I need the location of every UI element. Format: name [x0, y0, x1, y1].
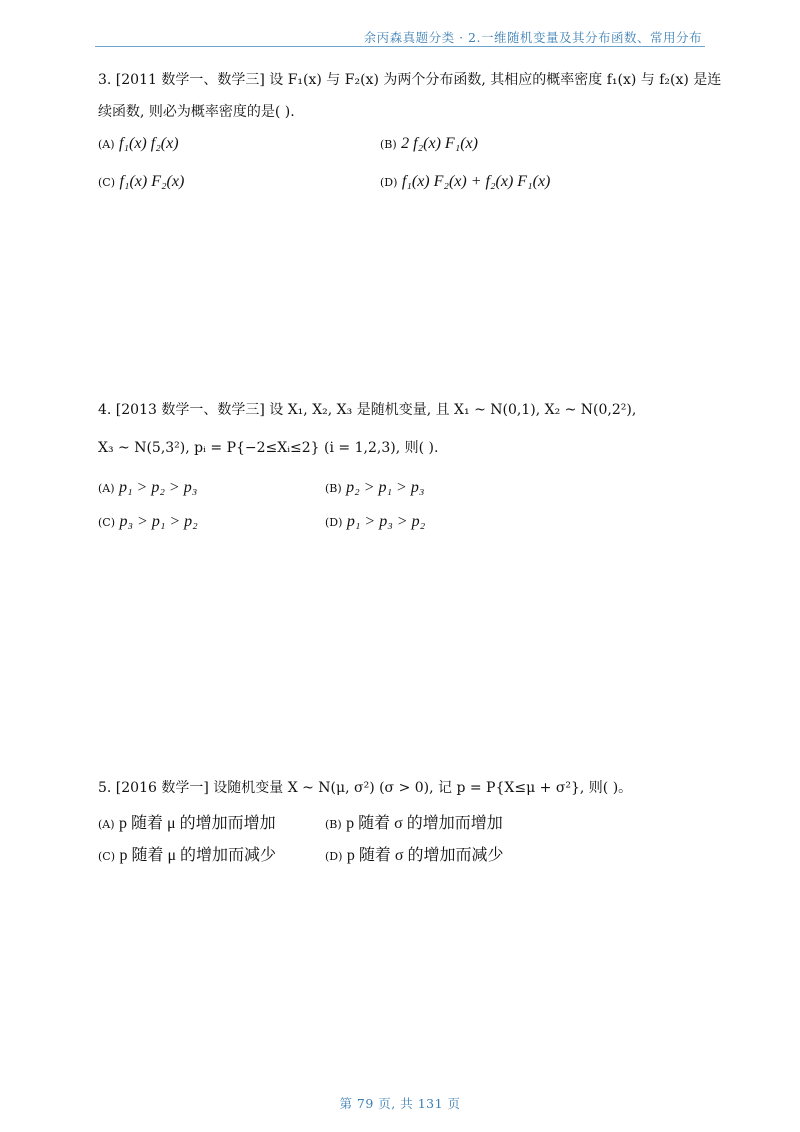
option-label: (D): [325, 850, 343, 863]
header-rule: [95, 46, 705, 47]
question-5-option-b: [325, 814, 503, 835]
option-text: p 随着 σ 的增加而增加: [346, 815, 503, 832]
question-3-option-c: [98, 172, 184, 193]
question-3-line-2: 续函数, 则必为概率密度的是( ).: [98, 104, 295, 120]
question-4-line-2: X₃ ~ N(5,3²), pᵢ = P{−2≤Xᵢ≤2} (i = 1,2,3), 则( ).: [98, 440, 439, 456]
option-label: (A): [98, 482, 115, 495]
question-4-option-c: [98, 512, 198, 533]
option-label: (B): [380, 138, 397, 151]
option-label: (C): [98, 176, 115, 189]
question-3-option-b: [380, 134, 478, 155]
option-expression: f₁(x) f₂(x): [118, 135, 179, 152]
option-label: (C): [98, 516, 115, 529]
question-4-option-a: [98, 478, 197, 499]
option-label: (C): [98, 850, 115, 863]
option-label: (D): [325, 516, 343, 529]
option-text: p 随着 μ 的增加而减少: [119, 847, 277, 864]
option-expression: 2 f₂(x) F₁(x): [401, 135, 478, 152]
question-3-line-1: 3. [2011 数学一、数学三] 设 F₁(x) 与 F₂(x) 为两个分布函数, 其相应的概率密度 f₁(x) 与 f₂(x) 是连: [98, 72, 722, 88]
question-4-option-d: [325, 512, 425, 533]
question-3-option-a: [98, 134, 179, 155]
option-expression: p₂ > p₁ > p₃: [346, 479, 425, 496]
option-label: (B): [325, 818, 342, 831]
header-title: 余丙森真题分类 · 2.一维随机变量及其分布函数、常用分布: [363, 30, 702, 45]
option-label: (D): [380, 176, 398, 189]
option-text: p 随着 σ 的增加而减少: [346, 847, 504, 864]
option-expression: f₁(x) F₂(x): [119, 173, 185, 190]
option-label: (A): [98, 138, 115, 151]
question-5-option-a: [98, 814, 276, 835]
page-number-footer: 第 79 页, 共 131 页: [339, 1096, 461, 1111]
question-5-line-1: 5. [2016 数学一] 设随机变量 X ~ N(μ, σ²) (σ > 0), 记 p = P{X≤μ + σ²}, 则( )。: [98, 780, 633, 796]
option-expression: p₃ > p₁ > p₂: [119, 513, 198, 530]
question-3-option-d: [380, 172, 550, 193]
option-expression: f₁(x) F₂(x) + f₂(x) F₁(x): [401, 173, 551, 190]
question-5-option-c: [98, 846, 276, 867]
option-label: (A): [98, 818, 115, 831]
option-text: p 随着 μ 的增加而增加: [118, 815, 276, 832]
option-label: (B): [325, 482, 342, 495]
question-5-option-d: [325, 846, 504, 867]
option-expression: p₁ > p₃ > p₂: [346, 513, 426, 530]
question-4-line-1: 4. [2013 数学一、数学三] 设 X₁, X₂, X₃ 是随机变量, 且 X₁ ~ N(0,1), X₂ ~ N(0,2²),: [98, 402, 637, 418]
option-expression: p₁ > p₂ > p₃: [118, 479, 198, 496]
question-4-option-b: [325, 478, 424, 499]
